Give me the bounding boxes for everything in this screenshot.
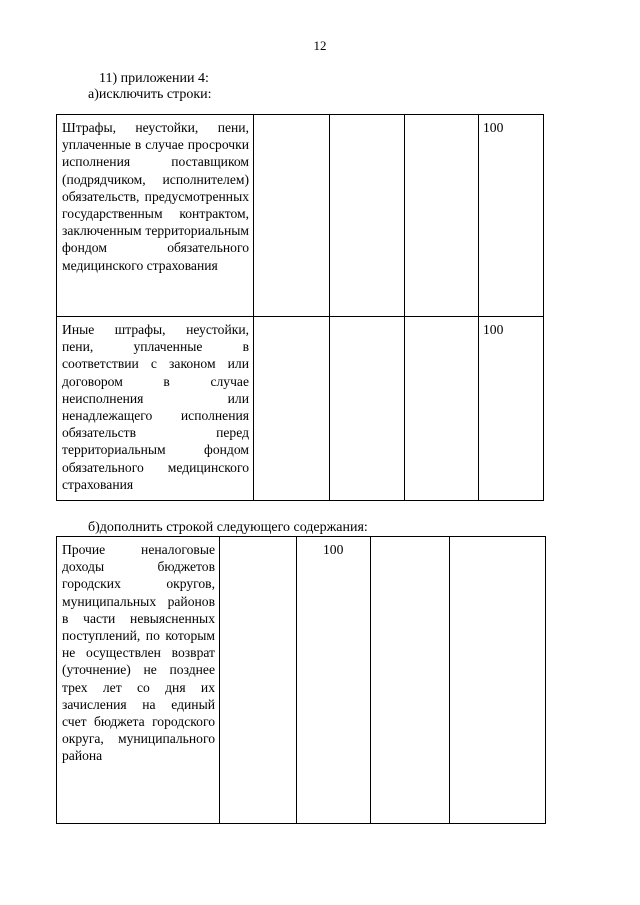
table-cell: [220, 537, 297, 824]
table-added-row: [56, 536, 546, 824]
table-cell: [405, 317, 479, 501]
table-cell: [405, 115, 479, 317]
table-row: [57, 317, 544, 501]
page-number: 12: [313, 38, 327, 53]
item-11-heading: 11) приложении 4:: [99, 71, 209, 86]
table-excluded-rows: [56, 114, 544, 501]
table-cell: [371, 537, 450, 824]
table-cell: [330, 115, 405, 317]
table-cell: [450, 537, 546, 824]
table-cell: [254, 115, 330, 317]
table-cell: [254, 317, 330, 501]
sub-item-a: а)исключить строки:: [88, 87, 212, 102]
sub-item-b: б)дополнить строкой следующего содержания:: [88, 520, 368, 535]
row-description: Прочие неналоговые доходы бюджетов городских округов, муниципальных районов в части невыясненных поступлений, по которым не осуществлен возврат (уточнение) не позднее трех лет со дня их зачисления на единый счет бюджета городского округа, муниципального района: [57, 537, 220, 824]
table-cell: [330, 317, 405, 501]
row-description: Штрафы, неустойки, пени, уплаченные в случае просрочки исполнения поставщиком (подрядчиком, исполнителем) обязательств, предусмотренных государственным контрактом, заключенным территориальным фондом обязательного медицинского страхования: [57, 115, 254, 317]
table-cell-value: 100: [479, 317, 544, 501]
table-cell-value: 100: [479, 115, 544, 317]
table-cell-value: 100: [297, 537, 371, 824]
table-row: [57, 537, 546, 824]
row-description: Иные штрафы, неустойки, пени, уплаченные в соответствии с законом или договором в случае неисполнения или ненадлежащего исполнения обязательств перед территориальным фондом обязательного медицинского страхования: [57, 317, 254, 501]
table-row: [57, 115, 544, 317]
